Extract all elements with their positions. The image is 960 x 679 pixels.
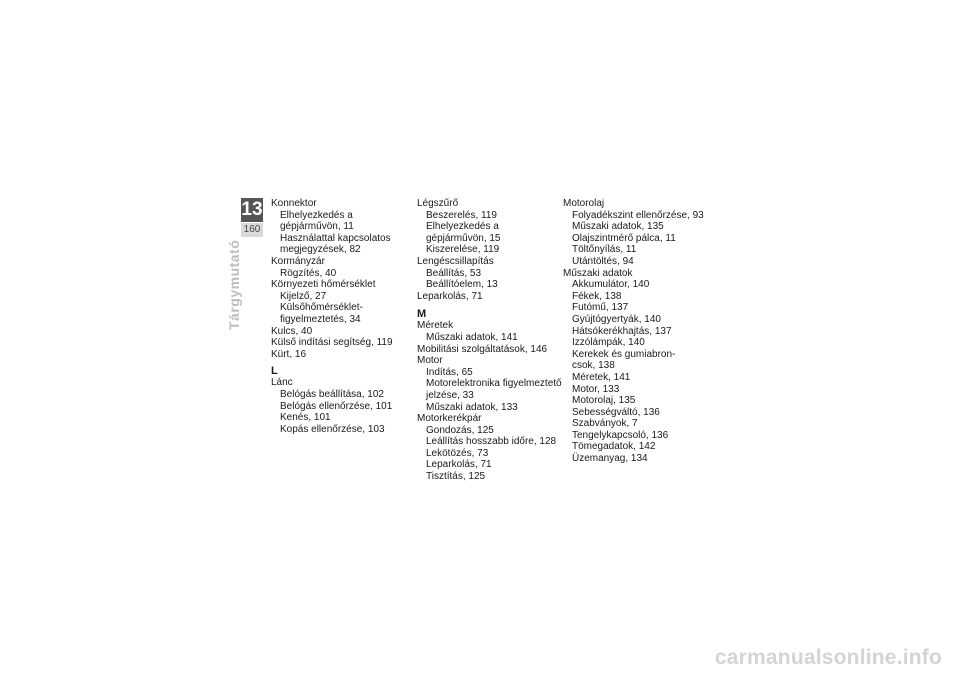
index-subentry: Gyújtógyertyák, 140 [572, 313, 661, 325]
index-column-1 [271, 198, 421, 435]
page-number: 160 [241, 223, 263, 237]
index-subentry: Kopás ellenőrzése, 103 [280, 423, 385, 435]
index-subentry: megjegyzések, 82 [280, 244, 361, 256]
index-entry: Környezeti hőmérséklet [271, 279, 376, 291]
index-entry: Motorkerékpár [417, 413, 482, 425]
index-subentry: Leállítás hosszabb időre, 128 [426, 436, 557, 448]
index-subentry: Műszaki adatok, 135 [572, 221, 664, 233]
index-subentry: Méretek, 141 [572, 371, 631, 383]
index-column-3 [563, 198, 713, 465]
index-subentry: Leparkolás, 71 [426, 459, 492, 471]
index-letter-heading: L [271, 365, 278, 378]
chapter-number: 13 [241, 199, 263, 220]
index-entry: Mobilitási szolgáltatások, 146 [417, 343, 548, 355]
index-entry: Motor [417, 355, 443, 367]
index-subentry: Futómű, 137 [572, 302, 629, 314]
index-subentry: Hátsókerékhajtás, 137 [572, 325, 672, 337]
index-entry: Leparkolás, 71 [417, 290, 483, 302]
index-subentry: Beállítóelem, 13 [426, 279, 498, 291]
index-subentry: figyelmeztetés, 34 [280, 313, 361, 325]
index-subentry: Külsőhőmérséklet- [280, 302, 363, 314]
index-subentry: Beállítás, 53 [426, 267, 482, 279]
index-subentry: Tisztítás, 125 [426, 471, 486, 483]
index-column-2 [417, 198, 567, 483]
index-subentry: Fékek, 138 [572, 290, 622, 302]
chapter-title: Tárgymutató [226, 239, 242, 330]
index-entry: Motorolaj [563, 198, 605, 209]
index-subentry: Motor, 133 [572, 383, 620, 395]
index-subentry: csok, 138 [572, 360, 615, 372]
index-entry: Külső indítási segítség, 119 [271, 337, 393, 349]
index-entry: Műszaki adatok [563, 267, 633, 279]
index-subentry: Elhelyezkedés a [426, 221, 499, 233]
index-letter-heading: M [417, 308, 427, 321]
index-subentry: Rögzítés, 40 [280, 267, 337, 279]
index-subentry: Olajszintmérő pálca, 11 [572, 232, 676, 244]
index-entry: Lengéscsillapítás [417, 255, 494, 267]
index-subentry: Műszaki adatok, 141 [426, 331, 518, 343]
index-entry: Kulcs, 40 [271, 325, 313, 337]
index-subentry: Belógás beállítása, 102 [280, 388, 384, 400]
index-entry: Kürt, 16 [271, 348, 307, 360]
index-subentry: Utántöltés, 94 [572, 255, 634, 267]
index-subentry: Gondozás, 125 [426, 424, 494, 436]
index-subentry: Üzemanyag, 134 [572, 453, 648, 465]
index-subentry: Motorolaj, 135 [572, 395, 636, 407]
index-subentry: gépjárművön, 15 [426, 232, 501, 244]
index-subentry: Beszerelés, 119 [426, 209, 497, 221]
index-subentry: Tengelykapcsoló, 136 [572, 429, 669, 441]
index-subentry: Sebességváltó, 136 [572, 406, 660, 418]
index-subentry: Folyadékszint ellenőrzése, 93 [572, 209, 704, 221]
index-subentry: Töltőnyílás, 11 [572, 244, 637, 256]
index-subentry: Lekötözés, 73 [426, 447, 489, 459]
index-subentry: Elhelyezkedés a [280, 209, 353, 221]
index-subentry: Műszaki adatok, 133 [426, 401, 518, 413]
watermark: carmanualsonline.info [714, 646, 942, 669]
index-subentry: jelzése, 33 [426, 389, 474, 401]
index-entry: Méretek [417, 320, 454, 332]
index-entry: Konnektor [271, 198, 317, 209]
index-subentry: Akkumulátor, 140 [572, 279, 650, 291]
index-subentry: Kerekek és gumiabron- [572, 348, 676, 360]
index-subentry: Belógás ellenőrzése, 101 [280, 400, 393, 412]
chapter-marker [241, 198, 263, 238]
index-subentry: Indítás, 65 [426, 366, 473, 378]
index-subentry: Tömegadatok, 142 [572, 441, 656, 453]
index-subentry: Motorelektronika figyelmeztető [426, 378, 562, 390]
index-subentry: Használattal kapcsolatos [280, 232, 391, 244]
index-subentry: Szabványok, 7 [572, 418, 638, 430]
index-subentry: Izzólámpák, 140 [572, 337, 645, 349]
index-subentry: gépjárművön, 11 [280, 221, 354, 233]
index-entry: Kormányzár [271, 255, 325, 267]
index-entry: Lánc [271, 377, 293, 389]
index-entry: Légszűrő [417, 198, 459, 209]
index-subentry: Kenés, 101 [280, 412, 331, 424]
index-subentry: Kiszerelése, 119 [426, 244, 500, 256]
index-subentry: Kijelző, 27 [280, 290, 327, 302]
